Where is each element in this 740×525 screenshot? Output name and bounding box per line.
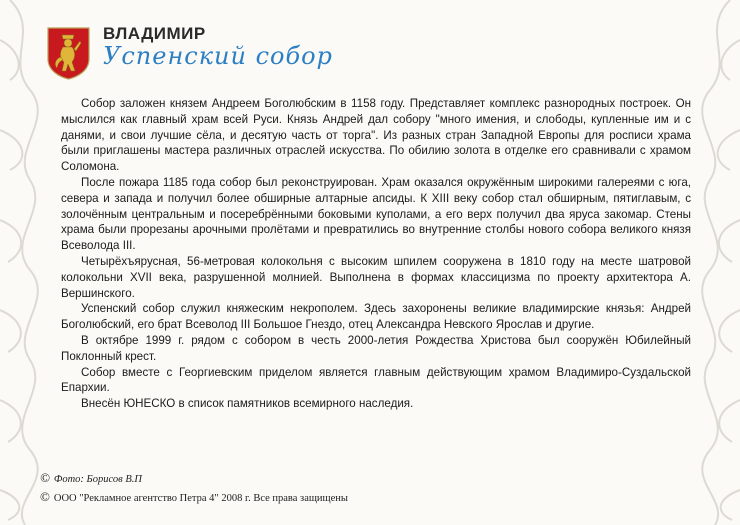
city-heading: ВЛАДИМИР (103, 24, 206, 43)
article-body (61, 96, 691, 412)
paragraph: Успенский собор служил княжеским некрополем. Здесь захоронены великие владимирские князья: Андрей Боголюбский, его брат Всеволод III Большое Гнездо, отец Александра Невского Ярослав и другие. (61, 302, 691, 332)
paragraph: Внесён ЮНЕСКО в список памятников всемирного наследия. (81, 397, 414, 411)
vladimir-lion-coat-of-arms-icon (47, 27, 90, 80)
photo-credit (40, 470, 142, 486)
copyright-notice (40, 489, 348, 505)
copyright-icon: © (40, 470, 50, 485)
paragraph: Собор заложен князем Андреем Боголюбским в 1158 году. Представляет комплекс разнородных построек. Он мыслился как главный храм всей Руси. Князь Андрей дал собору "много имения, и слободы, купленные им и с данями, и свои лучшие сёла, и десятую часть от торга". Из разных стран Западной Европы для росписи храма были приглашены мастера различных отраслей искусства. По обилию золота в отделке его сравнивали с храмом Соломона. (61, 97, 691, 174)
page-title: Успенский собор (103, 42, 333, 70)
photo-credit-text: Фото: Борисов В.П (53, 474, 142, 485)
copyright-icon: © (40, 489, 50, 504)
paragraph: Собор вместе с Георгиевским приделом является главным действующим храмом Владимиро-Суздальской Епархии. (61, 365, 691, 395)
paragraph: Четырёхъярусная, 56-метровая колокольня с высоким шпилем сооружена в 1810 году на месте шатровой колокольни XVII века, разрушенной молнией. Выполнена в формах классицизма по проекту архитектора А. Вершинского. (61, 254, 691, 300)
paragraph: В октябре 1999 г. рядом с собором в честь 2000-летия Рождества Христова был сооружён Юбилейный Поклонный крест. (61, 333, 691, 363)
copyright-text: ООО "Рекламное агентство Петра 4" 2008 г. Все права защищены (53, 493, 348, 504)
paragraph: После пожара 1185 года собор был реконструирован. Храм оказался окружённым широкими галереями с юга, севера и запада и получил более обширные алтарные апсиды. К XIII веку собор стал обширным, пятиглавым, с золочённым центральным и посеребрёнными боковыми куполами, а его верх получил два яруса закомар. Стены храма были прорезаны арочными пролётами и превратились во внутренние столбы нового собора великого князя Всеволода III. (61, 175, 691, 253)
